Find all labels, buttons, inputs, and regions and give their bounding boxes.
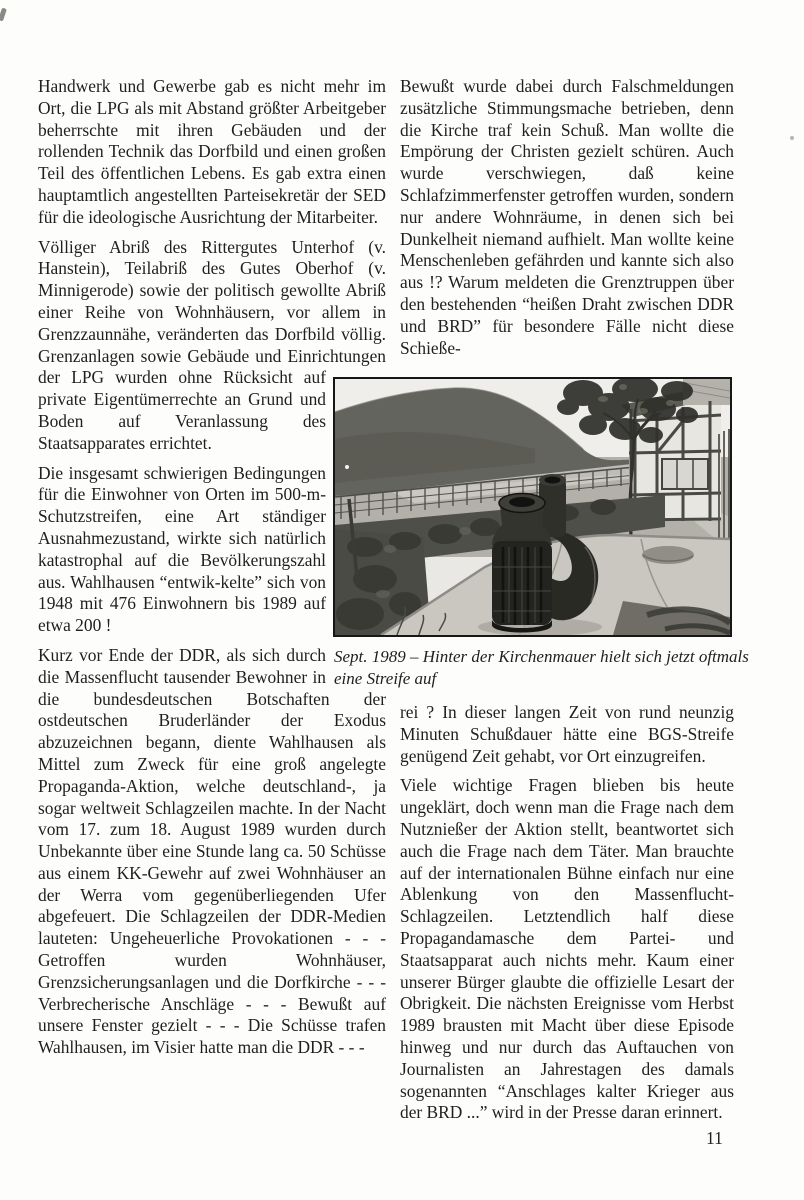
scan-artifact-speck [790, 136, 794, 140]
paragraph: Völliger Abriß des Rittergutes Unterhof (v. Hanstein), Teilabriß des Gutes Oberhof (v. Minnigerode) sowie der politisch gewollte Abriß einer Reihe von Wohnhäusern, vor allem in Grenzzaunnähe, veränderten das Dorfbild völlig. Grenzanlagen sowie Gebäude und Einrichtungen der LPG wurden ohne Rücksicht auf private Eigentümerrechte an Grund und Boden auf Veranlassung des Staatsapparates errichtet. [38, 236, 386, 453]
white-speck [345, 465, 349, 469]
photo-illustration [335, 379, 730, 635]
photo-caption [334, 646, 764, 690]
paragraph: Handwerk und Gewerbe gab es nicht mehr im Ort, die LPG als mit Abstand größter Arbeitgeber beherrschte mit ihren Gebäuden und der rollenden Technik das Dorfbild und einen großen Teil des öffentlichen Lebens. Es gab extra einen hauptamtlich angestellten Parteisekretär der SED für die ideologische Ausrichtung der Mitarbeiter. [38, 76, 386, 227]
page-number: 11 [706, 1128, 723, 1148]
right-text-column-bottom [400, 702, 734, 1122]
main-body [492, 494, 552, 633]
caption-line-1: Sept. 1989 – Hinter der Kirchenmauer hielt sich jetzt oftmals [334, 647, 749, 666]
photo-landscape-binoculars [333, 377, 732, 637]
scan-artifact-mark [0, 8, 7, 22]
paragraph: rei ? In dieser langen Zeit von rund neunzig Minuten Schußdauer hätte eine BGS-Streife genügend Zeit gehabt, vor Ort einzugreifen. [400, 702, 734, 766]
paragraph: Viele wichtige Fragen blieben bis heute ungeklärt, doch wenn man die Frage nach dem Nutznießer der Aktion stellt, beantwortet sich auch die Frage nach dem Täter. Man brauchte auf der internationalen Bühne einfach nur eine Ablenkung von den Massenflucht-Schlagzeilen. Letztendlich half diese Propagandamasche dem Partei- und Staatsapparat auch nichts mehr. Kaum einer unserer Bürger glaubte die offizielle Lesart der Obrigkeit. Die nächsten Ereignisse vom Herbst 1989 brausten mit Macht über diese Episode hinweg und nur durch das Auftauchen von Journalisten an Jahrestagen des damals sogenannten “Anschlages kalter Krieger aus der BRD ...” wird in der Presse daran erinnert. [400, 775, 734, 1123]
caption-line-2: eine Streife auf [334, 669, 437, 688]
paragraph: Bewußt wurde dabei durch Falschmeldungen zusätzliche Stimmungsmache betrieben, denn die Kirche traf kein Schuß. Man wollte die Empörung der Christen gezielt schüren. Auch wurde verschwiegen, daß keine Schlafzimmerfenster getroffen wurden, sondern nur andere Wohnräume, in denen sich bei Dunkelheit niemand aufhielt. Man wollte keine Menschenleben gefährden und kannte sich also aus !? Warum meldeten die Grenztruppen über den bestehenden “heißen Draht zwischen DDR und BRD” für besondere Fälle nicht diese Schieße- [400, 76, 734, 358]
paragraph: Kurz vor Ende der DDR, als sich durch die Massenflucht tausender Bewohner in die bundesdeutschen Botschaften der ostdeutschen Bruderländer der Exodus abzuzeichnen begann, diente Wahlhausen als Mittel zum Zweck für eine groß angelegte Propaganda-Aktion, welche deutschland-, ja sogar weltweit Schlagzeilen machte. In der Nacht vom 17. zum 18. August 1989 wurden durch Unbekannte über eine Stunde lang ca. 50 Schüsse aus einem KK-Gewehr auf zwei Wohnhäuser an der Werra vom gegenüberliegenden Ufer abgefeuert. Die Schlagzeilen der DDR-Medien lauteten: Ungeheuerliche Provokationen - - - Getroffen wurden Wohnhäuser, Grenzsicherungsanlagen und die Dorfkirche - - - Verbrecherische Anschläge - - - Bewußt auf unsere Fenster gezielt - - - Die Schüsse trafen Wahlhausen, im Visier hatte man die DDR - - - [38, 644, 386, 1058]
paragraph: Die insgesamt schwierigen Bedingungen für die Einwohner von Orten im 500-m-Schutzstreifen, eine Art ständiger Ausnahmezustand, wirkte sich natürlich katastrophal auf die Bevölkerungszahl aus. Wahlhausen “entwik-kelte” sich von 1948 mit 476 Einwohnern bis 1989 auf etwa 200 ! [38, 462, 326, 636]
right-text-column-top [400, 76, 734, 356]
